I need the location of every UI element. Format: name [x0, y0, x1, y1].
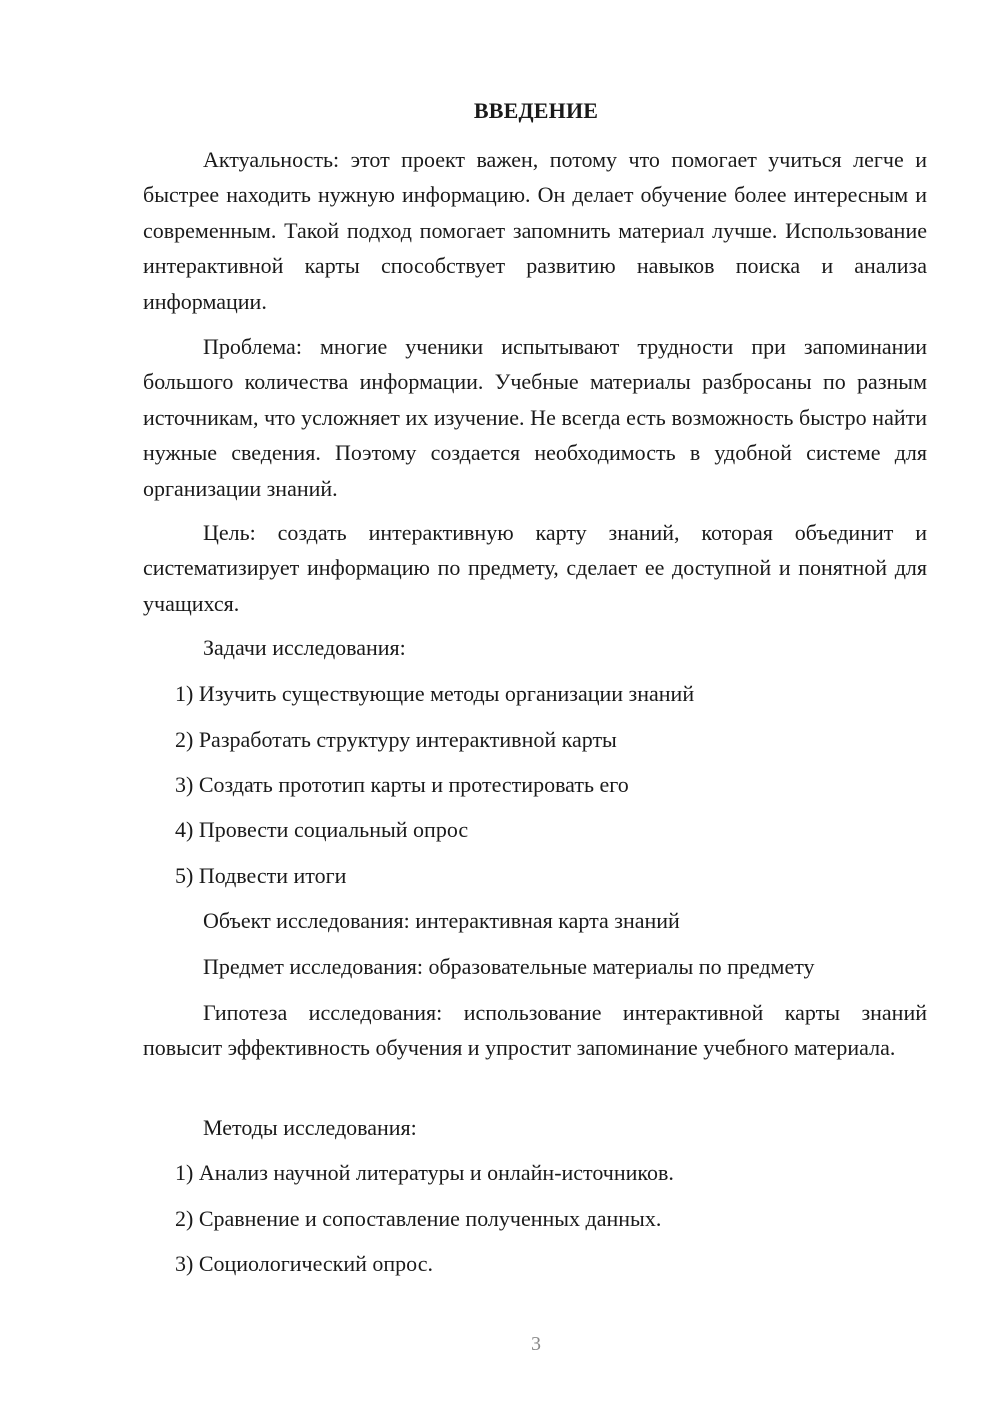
list-item: 3) Социологический опрос.	[175, 1251, 433, 1276]
research-object: Объект исследования: интерактивная карта знаний	[203, 908, 680, 933]
object-block	[143, 903, 927, 938]
tasks-item-5-block	[143, 858, 927, 893]
list-item: 2) Разработать структуру интерактивной карты	[175, 727, 617, 752]
goal-paragraph: Цель: создать интерактивную карту знаний, которая объединит и систематизирует информацию по предмету, сделает ее доступной и понятной для учащихся.	[143, 520, 927, 616]
methods-heading-block	[143, 1110, 927, 1145]
list-item: 1) Изучить существующие методы организации знаний	[175, 681, 695, 706]
relevance-section	[143, 142, 927, 319]
goal-section	[143, 515, 927, 621]
list-item: 3) Создать прототип карты и протестировать его	[175, 772, 629, 797]
relevance-paragraph: Актуальность: этот проект важен, потому что помогает учиться легче и быстрее находить нужную информацию. Он делает обучение более интересным и современным. Такой подход помогает запомнить материал лучше. Использование интерактивной карты способствует развитию навыков поиска и анализа информации.	[143, 147, 927, 314]
hypothesis-section	[143, 995, 927, 1066]
tasks-heading: Задачи исследования:	[203, 635, 406, 660]
tasks-item-3-block	[143, 767, 927, 802]
tasks-item-4-block	[143, 812, 927, 847]
methods-item-1-block	[143, 1155, 927, 1190]
hypothesis-paragraph: Гипотеза исследования: использование интерактивной карты знаний повысит эффективность обучения и упростит запоминание учебного материала.	[143, 1000, 927, 1061]
page-number: 3	[531, 1333, 541, 1355]
list-item: 1) Анализ научной литературы и онлайн-источников.	[175, 1160, 674, 1185]
tasks-item-2-block	[143, 722, 927, 757]
methods-item-3-block	[143, 1246, 927, 1281]
methods-heading: Методы исследования:	[203, 1115, 417, 1140]
list-item: 2) Сравнение и сопоставление полученных данных.	[175, 1206, 662, 1231]
list-item: 5) Подвести итоги	[175, 863, 347, 888]
problem-section	[143, 329, 927, 506]
subject-block	[143, 949, 927, 984]
tasks-heading-block	[143, 630, 927, 665]
tasks-item-1-block	[143, 676, 927, 711]
methods-item-2-block	[143, 1201, 927, 1236]
research-subject: Предмет исследования: образовательные материалы по предмету	[203, 954, 815, 979]
problem-paragraph: Проблема: многие ученики испытывают трудности при запоминании большого количества информации. Учебные материалы разбросаны по разным источникам, что усложняет их изучение. Не всегда есть возможность быстро найти нужные сведения. Поэтому создается необходимость в удобной системе для организации знаний.	[143, 334, 927, 501]
page-title: ВВЕДЕНИЕ	[473, 98, 599, 123]
list-item: 4) Провести социальный опрос	[175, 817, 469, 842]
